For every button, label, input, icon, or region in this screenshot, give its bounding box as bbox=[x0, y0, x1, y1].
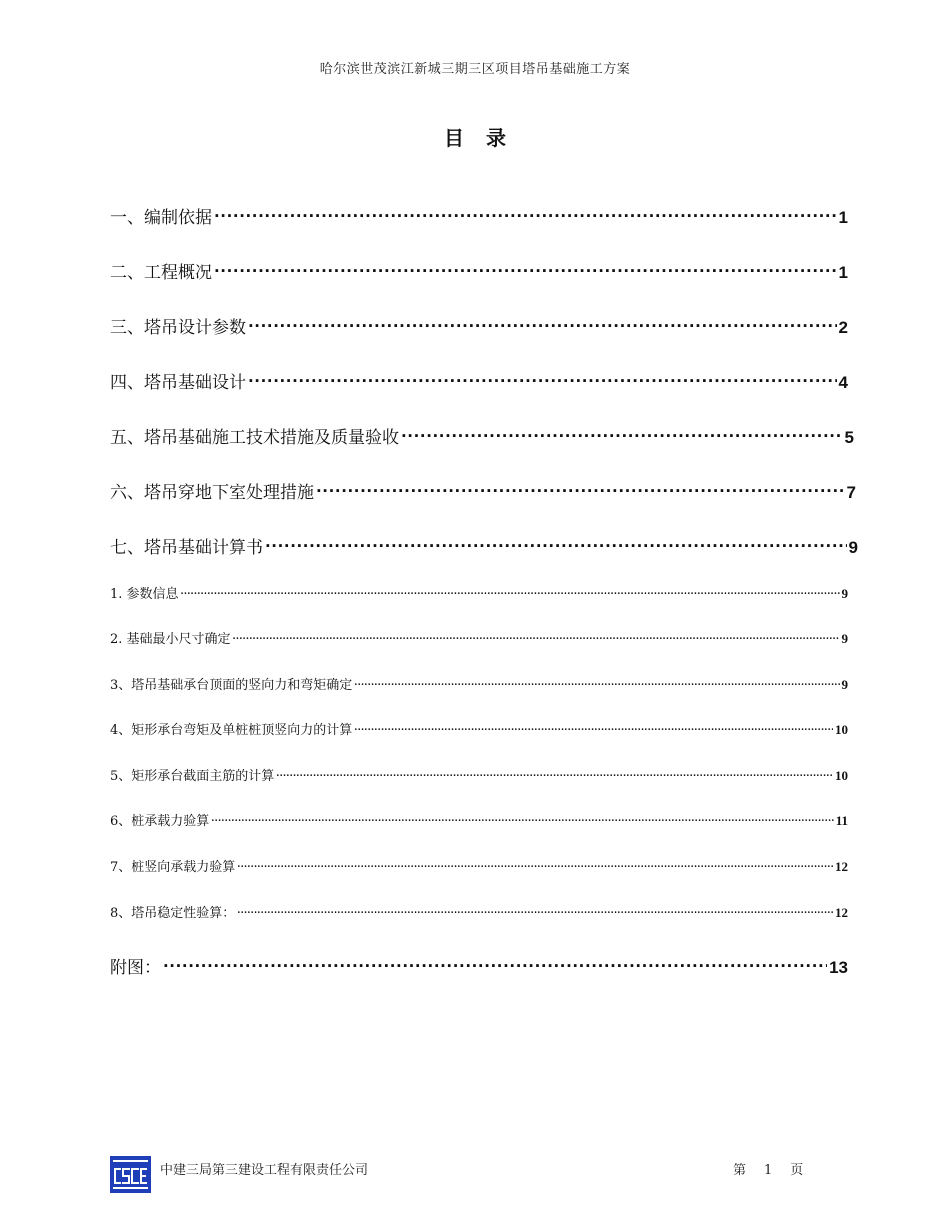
dot-leader bbox=[214, 254, 837, 278]
toc-subentry-page: 12 bbox=[835, 859, 848, 874]
dot-leader bbox=[248, 364, 837, 388]
toc-entry-page: 13 bbox=[829, 958, 848, 977]
dot-leader bbox=[211, 807, 833, 825]
toc-entry-label: 二、工程概况 bbox=[110, 263, 212, 283]
dot-leader bbox=[265, 529, 847, 553]
dot-leader bbox=[163, 949, 827, 973]
page-number-value: 1 bbox=[764, 1163, 773, 1178]
toc-entry-label: 五、塔吊基础施工技术措施及质量验收 bbox=[110, 428, 399, 448]
toc-subentry-page: 9 bbox=[841, 631, 848, 646]
toc-entry-page: 2 bbox=[838, 318, 848, 337]
toc-entry-1[interactable] bbox=[110, 199, 848, 228]
dot-leader bbox=[237, 853, 833, 871]
toc-subentry-3[interactable] bbox=[110, 671, 848, 693]
dot-leader bbox=[233, 625, 840, 643]
dot-leader bbox=[316, 474, 845, 498]
toc-entry-6[interactable] bbox=[110, 474, 856, 503]
toc-entry-page: 1 bbox=[838, 208, 848, 227]
toc-entry-appendix[interactable] bbox=[110, 949, 848, 978]
toc-subentry-page: 9 bbox=[841, 586, 848, 601]
toc-entry-label: 七、塔吊基础计算书 bbox=[110, 538, 263, 558]
dot-leader bbox=[181, 580, 840, 598]
toc-subentry-1[interactable] bbox=[110, 580, 848, 602]
page-prefix: 第 bbox=[733, 1163, 747, 1178]
toc-entry-4[interactable] bbox=[110, 364, 848, 393]
dot-leader bbox=[401, 419, 843, 443]
toc-subentry-5[interactable] bbox=[110, 762, 848, 784]
toc-subentry-page: 9 bbox=[841, 677, 848, 692]
toc-subentry-page: 10 bbox=[835, 722, 848, 737]
company-name: 中建三局第三建设工程有限责任公司 bbox=[160, 1163, 369, 1178]
toc-entry-page: 5 bbox=[844, 428, 854, 447]
toc-subentry-page: 12 bbox=[835, 905, 848, 920]
toc-subentry-4[interactable] bbox=[110, 716, 848, 738]
cscec-logo bbox=[110, 1156, 151, 1193]
dot-leader bbox=[354, 671, 839, 689]
page-suffix: 页 bbox=[790, 1163, 804, 1178]
toc-entry-page: 7 bbox=[846, 483, 856, 502]
toc-subentry-label: 4、矩形承台弯矩及单桩桩顶竖向力的计算 bbox=[110, 723, 353, 738]
toc-entry-5[interactable] bbox=[110, 419, 854, 448]
toc-entry-label: 一、编制依据 bbox=[110, 208, 212, 228]
toc-subentry-label: 7、桩竖向承载力验算 bbox=[110, 860, 236, 875]
toc-subentry-2[interactable] bbox=[110, 625, 848, 647]
toc-entry-label: 附图： bbox=[110, 958, 161, 978]
toc-entry-page: 9 bbox=[848, 538, 858, 557]
toc-subentry-label: 6、桩承载力验算 bbox=[110, 814, 210, 829]
toc-entry-3[interactable] bbox=[110, 309, 848, 338]
toc-subentry-7[interactable] bbox=[110, 853, 848, 875]
toc-entry-label: 三、塔吊设计参数 bbox=[110, 318, 246, 338]
toc-entry-page: 4 bbox=[838, 373, 848, 392]
dot-leader bbox=[276, 762, 833, 780]
toc-subentry-page: 11 bbox=[835, 813, 848, 828]
dot-leader bbox=[214, 199, 837, 223]
dot-leader bbox=[248, 309, 837, 333]
toc-subentry-label: 5、矩形承台截面主筋的计算 bbox=[110, 769, 275, 784]
toc-entry-label: 六、塔吊穿地下室处理措施 bbox=[110, 483, 314, 503]
page-number bbox=[733, 1159, 803, 1178]
toc-subentry-label: 1. 参数信息 bbox=[110, 587, 179, 602]
toc-entry-2[interactable] bbox=[110, 254, 848, 283]
toc-entry-page: 1 bbox=[838, 263, 848, 282]
document-header: 哈尔滨世茂滨江新城三期三区项目塔吊基础施工方案 bbox=[319, 62, 631, 77]
toc-subentry-label: 2. 基础最小尺寸确定 bbox=[110, 632, 231, 647]
toc-entry-label: 四、塔吊基础设计 bbox=[110, 373, 246, 393]
toc-subentry-label: 8、塔吊稳定性验算： bbox=[110, 906, 236, 921]
dot-leader bbox=[354, 716, 833, 734]
toc-subentry-6[interactable] bbox=[110, 807, 848, 829]
toc-subentry-label: 3、塔吊基础承台顶面的竖向力和弯矩确定 bbox=[110, 678, 353, 693]
cscec-logo-graphic bbox=[110, 1156, 151, 1193]
dot-leader bbox=[237, 899, 833, 917]
toc-subentry-8[interactable] bbox=[110, 899, 848, 921]
page-title: 目录 bbox=[444, 126, 528, 150]
toc-subentry-page: 10 bbox=[835, 768, 848, 783]
toc-entry-7[interactable] bbox=[110, 529, 858, 558]
